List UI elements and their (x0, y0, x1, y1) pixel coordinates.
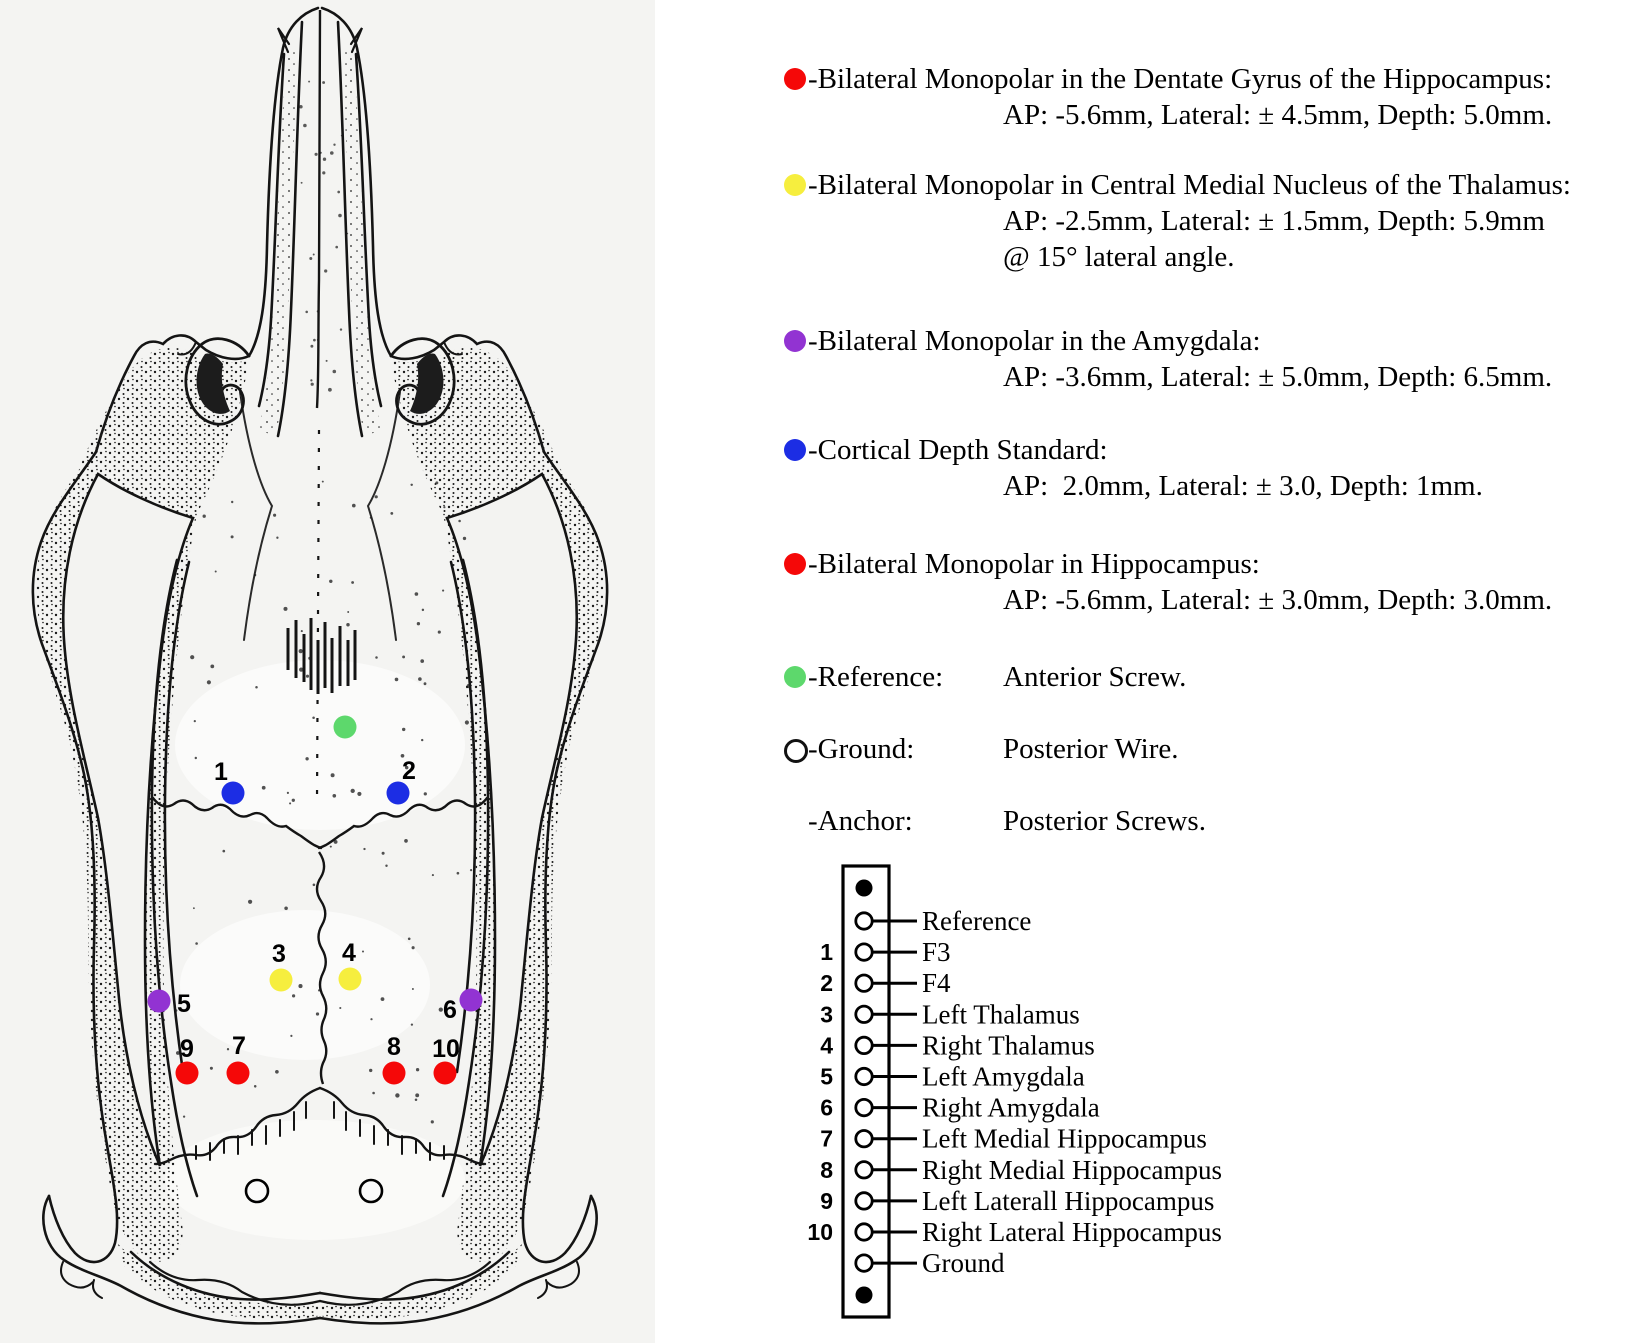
pin-number: 2 (820, 970, 833, 997)
pin-label: Right Medial Hippocampus (922, 1154, 1222, 1185)
pin-number: 6 (820, 1094, 833, 1121)
pin-label: F4 (922, 968, 951, 999)
legend-entry-title: -Bilateral Monopolar in the Amygdala: (808, 325, 1261, 357)
pin-number: 10 (807, 1219, 833, 1245)
electrode-number-label: 6 (443, 996, 457, 1024)
legend-color-dot-icon (784, 553, 806, 575)
legend-entry-coordinates: AP: 2.0mm, Lateral: ± 3.0, Depth: 1mm. (1003, 470, 1483, 502)
legend-color-dot-icon (784, 439, 806, 461)
legend-entry-coordinates: AP: -5.6mm, Lateral: ± 3.0mm, Depth: 3.0mm. (1003, 584, 1553, 616)
legend-entry-title: -Bilateral Monopolar in Hippocampus: (808, 548, 1260, 580)
legend-entry (0, 802, 1641, 840)
electrode-number-label: 4 (342, 939, 356, 967)
ground-wire-marker (360, 1180, 382, 1202)
pin-label: F3 (922, 937, 951, 968)
connector-key-dot-top (856, 880, 873, 897)
connector-pin-10 (856, 1224, 872, 1240)
legend-ground-circle-icon (784, 739, 808, 763)
electrode-dot-4 (339, 968, 362, 991)
legend-entry-value: Posterior Wire. (1003, 733, 1179, 765)
legend-entry-coordinates: @ 15° lateral angle. (1003, 241, 1235, 273)
pin-label: Right Thalamus (922, 1030, 1095, 1061)
connector-pin-9 (856, 1193, 872, 1209)
legend-entry-title: -Anchor: (808, 805, 913, 837)
pin-label: Left Laterall Hippocampus (922, 1185, 1215, 1216)
pin-number: 4 (820, 1032, 833, 1059)
pin-label: Left Medial Hippocampus (922, 1123, 1207, 1154)
legend-entry-value: Anterior Screw. (1003, 661, 1187, 693)
pin-number: 5 (820, 1063, 833, 1090)
legend-entry-title: -Bilateral Monopolar in Central Medial Nucleus of the Thalamus: (808, 169, 1571, 201)
connector-pin-reference (856, 913, 872, 929)
electrode-number-label: 2 (402, 757, 416, 785)
legend-entry-coordinates: AP: -5.6mm, Lateral: ± 4.5mm, Depth: 5.0mm. (1003, 99, 1553, 131)
pin-label: Ground (922, 1248, 1005, 1279)
connector-pin-3 (856, 1006, 872, 1022)
connector-pin-6 (856, 1099, 872, 1115)
connector-body (843, 866, 889, 1317)
legend-color-dot-icon (784, 174, 806, 196)
pin-label: Left Thalamus (922, 999, 1080, 1030)
connector-pin-8 (856, 1162, 872, 1178)
electrode-dot-6 (460, 989, 483, 1012)
pin-label: Reference (922, 906, 1032, 936)
legend-color-dot-icon (784, 330, 806, 352)
pin-number: 7 (820, 1125, 833, 1152)
connector-pin-5 (856, 1068, 872, 1084)
pin-number: 9 (820, 1187, 833, 1214)
legend-entry (0, 730, 1641, 768)
legend-entry-title: -Cortical Depth Standard: (808, 434, 1108, 466)
electrode-number-label: 9 (180, 1035, 194, 1063)
legend-entry (0, 545, 1641, 583)
legend-entry-title: -Ground: (808, 733, 915, 765)
connector-pin-2 (856, 975, 872, 991)
legend-color-dot-icon (784, 666, 806, 688)
pin-number: 8 (820, 1156, 833, 1183)
pin-label: Right Lateral Hippocampus (922, 1217, 1222, 1247)
pin-number: 3 (820, 1001, 833, 1028)
electrode-dot-9 (176, 1062, 199, 1085)
electrode-number-label: 10 (432, 1035, 460, 1063)
legend-entry (0, 658, 1641, 696)
electrode-number-label: 1 (214, 758, 228, 786)
legend-entry (0, 431, 1641, 469)
electrode-dot-7 (227, 1062, 250, 1085)
connector-pin-1 (856, 944, 872, 960)
legend-color-dot-icon (784, 68, 806, 90)
legend-entry (0, 166, 1641, 204)
electrode-dot-5 (148, 990, 171, 1013)
connector-key-dot-bottom (856, 1287, 873, 1304)
legend-entry (0, 60, 1641, 98)
legend-entry-coordinates: AP: -3.6mm, Lateral: ± 5.0mm, Depth: 6.5mm. (1003, 361, 1553, 393)
connector-pin-4 (856, 1037, 872, 1053)
ground-wire-marker (246, 1180, 268, 1202)
legend-entry-title: -Bilateral Monopolar in the Dentate Gyrus of the Hippocampus: (808, 63, 1553, 95)
legend-entry-value: Posterior Screws. (1003, 805, 1206, 837)
electrode-number-label: 8 (387, 1033, 401, 1061)
legend-entry-coordinates: AP: -2.5mm, Lateral: ± 1.5mm, Depth: 5.9mm (1003, 205, 1545, 237)
electrode-number-label: 3 (272, 940, 286, 968)
electrode-number-label: 5 (177, 990, 191, 1018)
electrode-dot-10 (434, 1062, 457, 1085)
connector-pin-ground (856, 1255, 872, 1271)
electrode-dot-8 (383, 1062, 406, 1085)
electrode-number-label: 7 (232, 1032, 246, 1060)
legend-entry-title: -Reference: (808, 661, 944, 693)
legend-entry (0, 322, 1641, 360)
connector-pin-7 (856, 1131, 872, 1147)
pin-label: Right Amygdala (922, 1092, 1100, 1123)
electrode-dot-3 (270, 969, 293, 992)
pin-number: 1 (820, 939, 833, 966)
connector-pinout (770, 836, 1330, 1336)
pin-label: Left Amygdala (922, 1061, 1085, 1092)
